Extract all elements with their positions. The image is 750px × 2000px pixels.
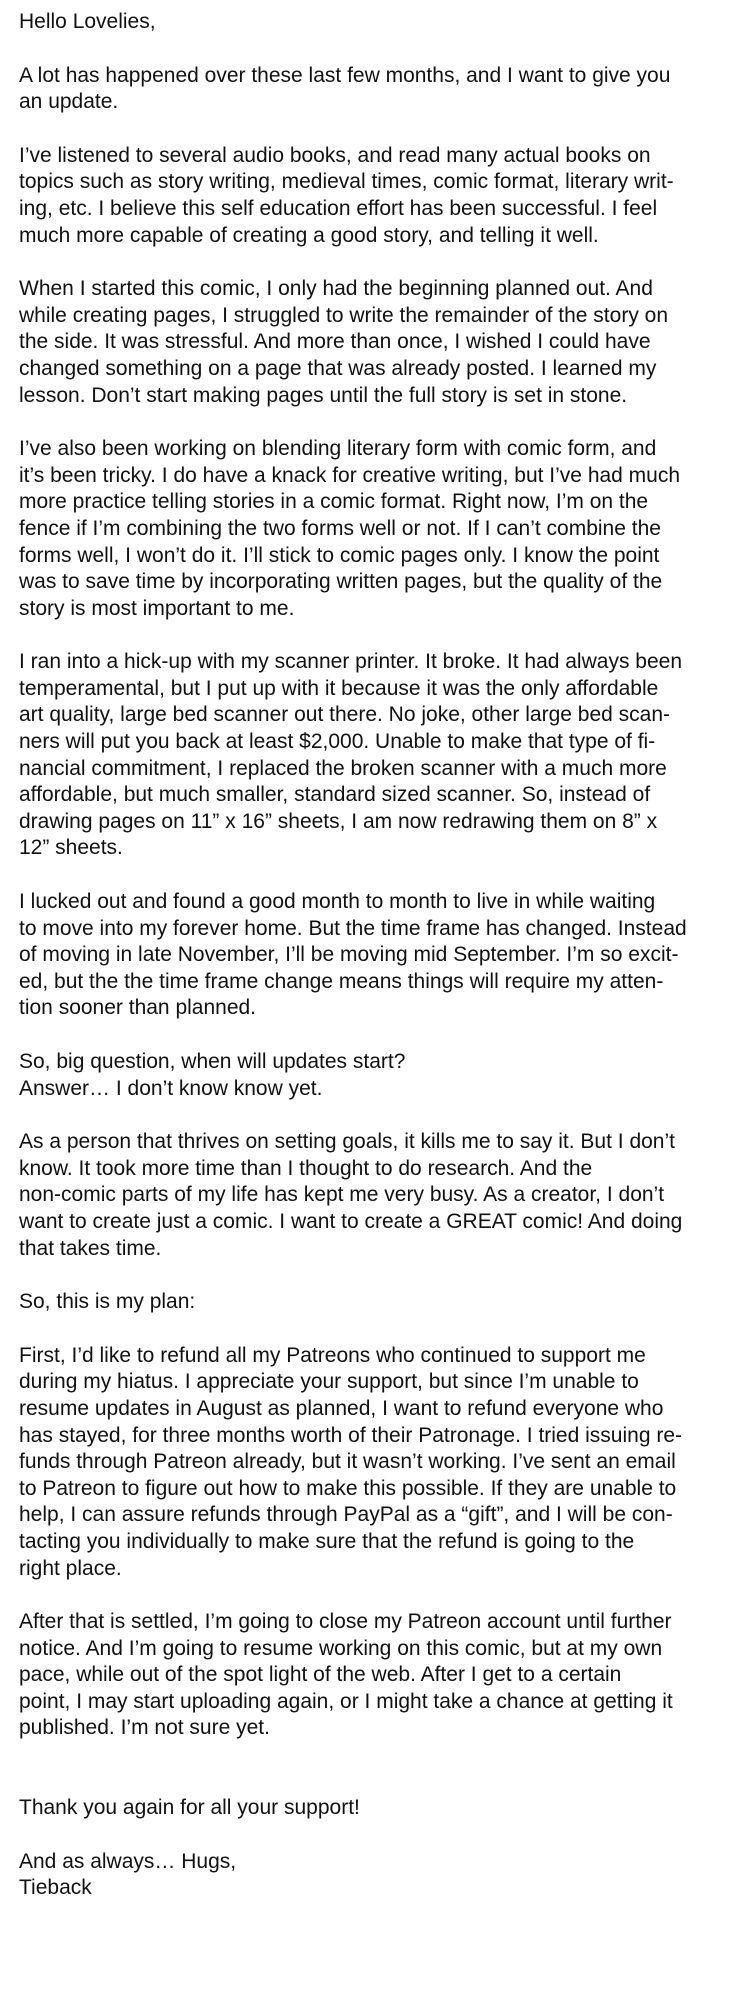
paragraph-intro: A lot has happened over these last few months, and I want to give you an update. — [19, 63, 671, 114]
paragraph-scanner: I ran into a hick-up with my scanner printer. It broke. It had always been temperamental, but I put up with it because it was the only affordable art quality, large bed scanner out there. No joke, other large bed scan- ners will put you back at least $2,000. Unable to make that type of fi- nancial commitment, I replaced the broken scanner with a much more affordable, but much smaller, standard sized scanner. So, instead of drawing pages on 11” x 16” sheets, I am now redrawing them on 8” x 12” sheets. — [19, 650, 682, 860]
paragraph-literary-form: I’ve also been working on blending literary form with comic form, and it’s been tricky. I do have a knack for creative writing, but I’ve had much more practice telling stories in a comic format. Right now, I’m on the fence if I’m combining the two forms well or not. If I can’t combine the forms well, I won’t do it. I’ll stick to comic pages only. I know the point was to save time by incorporating written pages, but the quality of the story is most important to me. — [19, 437, 681, 620]
signoff-block — [19, 1849, 739, 1902]
signature: Tieback — [19, 1876, 92, 1900]
paragraph-goals: As a person that thrives on setting goals, it kills me to say it. But I don’t know. It took more time than I thought to do research. And the non-comic parts of my life has kept me very busy. As a creator, I don’t want to create just a comic. I want to create a GREAT comic! And doing that takes time. — [19, 1130, 683, 1260]
paragraph-closing-patreon: After that is settled, I’m going to close my Patreon account until further notice. And I’m going to resume working on this comic, but at my own pace, while out of the spot light of the web. After I get to a certain point, I may start uploading again, or I might take a chance at getting it published. I’m not sure yet. — [19, 1610, 673, 1740]
paragraph-plan-intro: So, this is my plan: — [19, 1290, 196, 1314]
paragraph-moving: I lucked out and found a good month to month to live in while waiting to move into my forever home. But the time frame has changed. Instead of moving in late November, I’ll be moving mid September. I’m so excit- ed, but the the time frame change means things will require my atten- tion sooner than planned. — [19, 890, 687, 1020]
thanks-line: Thank you again for all your support! — [19, 1796, 360, 1820]
paragraph-refunds: First, I’d like to refund all my Patreons who continued to support me during my hiatus. I appreciate your support, but since I’m unable to resume updates in August as planned, I want to refund everyone who has stayed, for three months worth of their Patronage. I tried issuing re- funds through Patreon already, but it wasn’t working. I’ve sent an email to Patreon to figure out how to make this possible. If they are unable to help, I can assure refunds through PayPal as a “gift”, and I will be con- tacting you individually to make sure that the refund is going to the right place. — [19, 1343, 682, 1580]
paragraph-self-education: I’ve listened to several audio books, and read many actual books on topics such as story writing, medieval times, comic format, literary writ- ing, etc. I believe this self education effort has been successful. I feel much more capable of creating a good story, and telling it well. — [19, 143, 674, 247]
paragraph-story-planning: When I started this comic, I only had the beginning planned out. And while creating pages, I struggled to write the remainder of the story on the side. It was stressful. And more than once, I wished I could have changed something on a page that was already posted. I learned my lesson. Don’t start making pages until the full story is set in stone. — [19, 277, 669, 407]
letter-body — [19, 9, 739, 1902]
paragraph-question: So, big question, when will updates start? Answer… I don’t know know yet. — [19, 1050, 406, 1100]
greeting: Hello Lovelies, — [19, 10, 156, 33]
signoff-line: And as always… Hugs, — [19, 1849, 237, 1873]
